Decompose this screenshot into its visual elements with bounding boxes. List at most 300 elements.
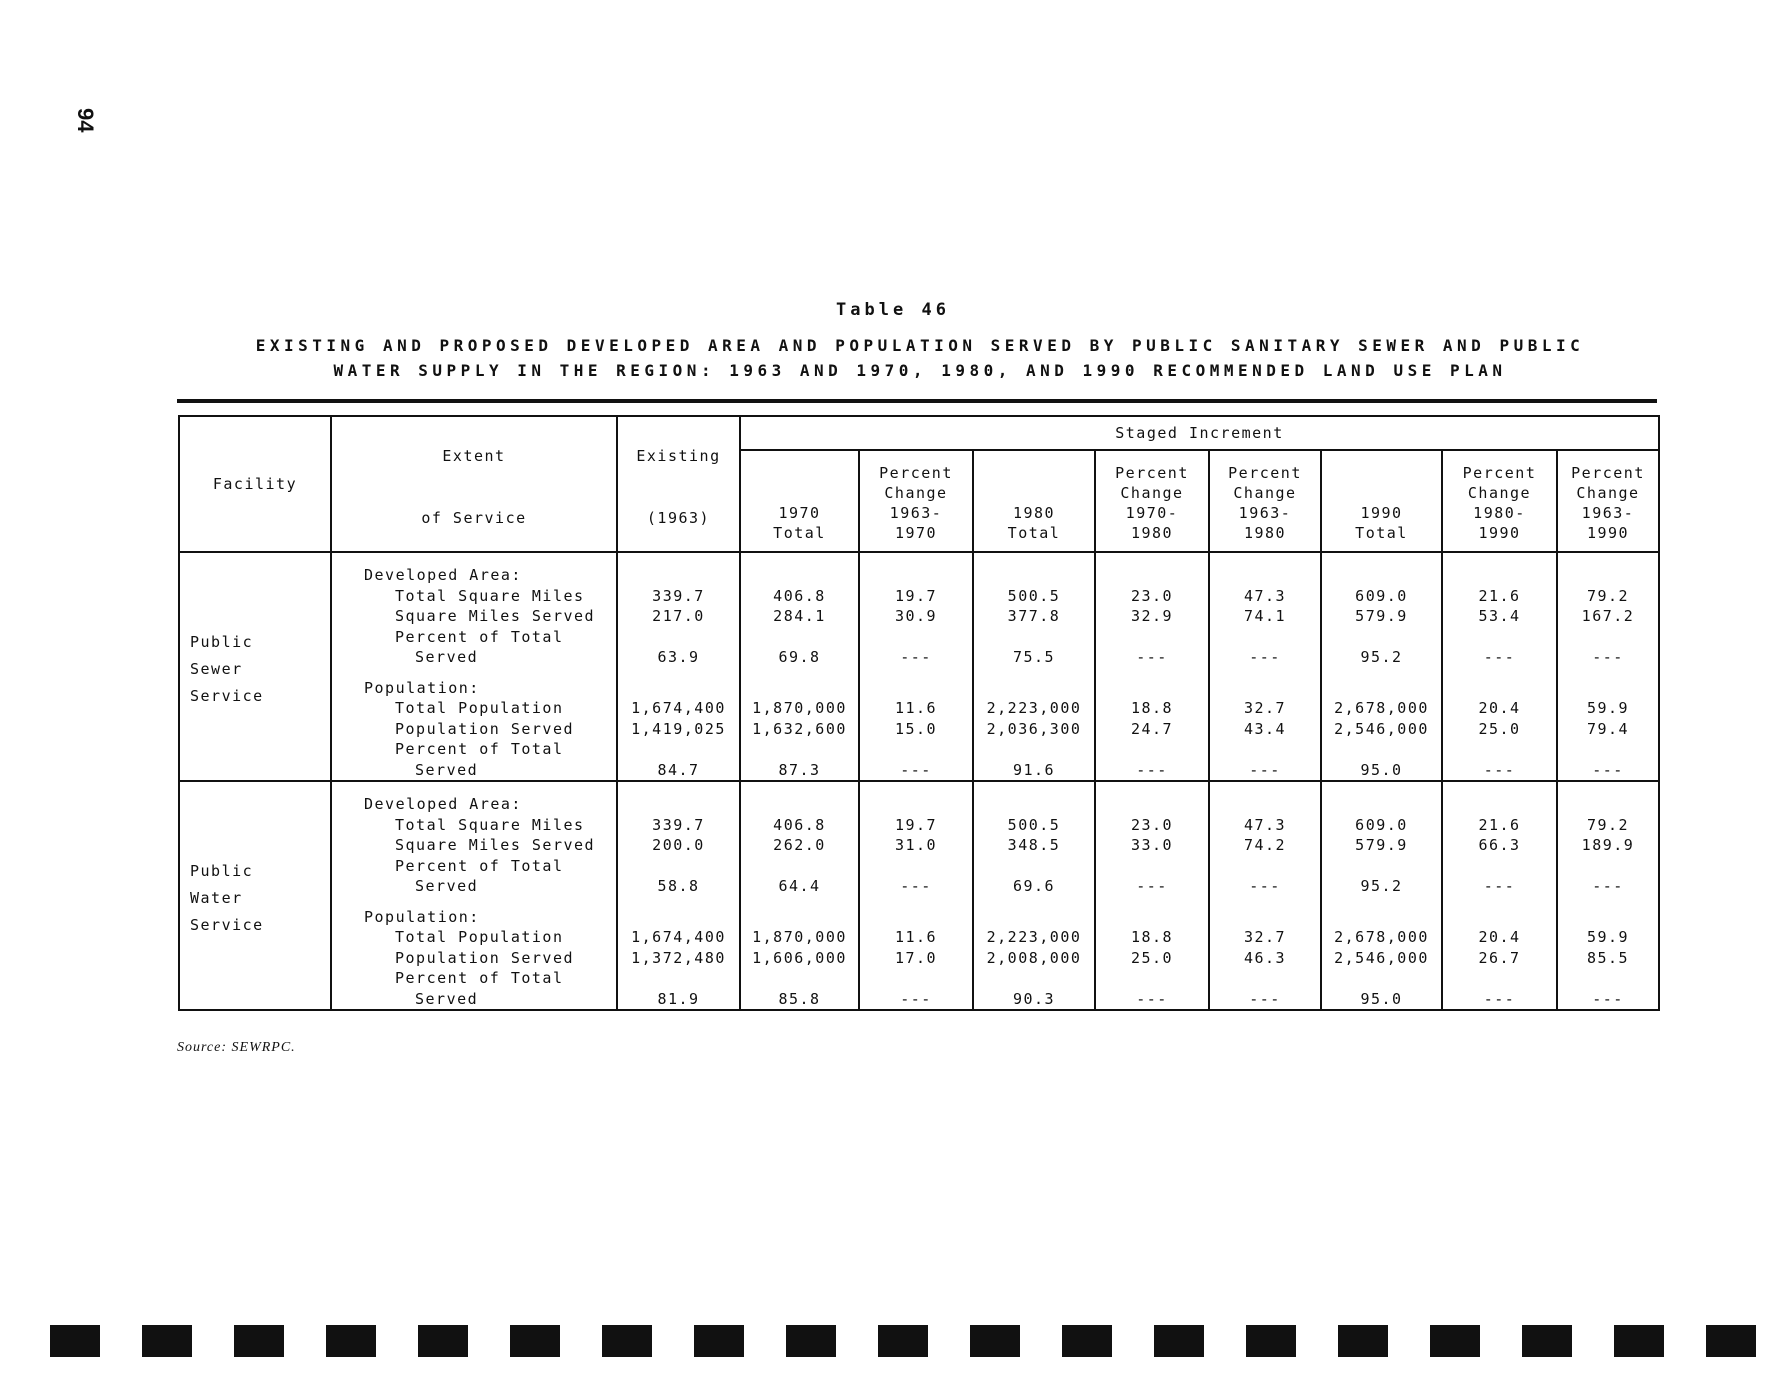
header-extent — [331, 416, 617, 552]
caption-line-1: EXISTING AND PROPOSED DEVELOPED AREA AND POPULATION SERVED BY PUBLIC SANITARY SEWER AND PUBLIC — [255, 336, 1585, 355]
value: 167.2 — [1581, 607, 1635, 625]
blank — [974, 856, 1094, 877]
facility-label: Water — [190, 889, 243, 907]
registration-mark — [50, 1325, 100, 1357]
value: 84.7 — [657, 760, 700, 779]
value: 85.5 — [1586, 948, 1630, 967]
blank — [618, 678, 739, 699]
registration-mark — [1614, 1325, 1664, 1357]
registration-mark — [418, 1325, 468, 1357]
blank — [1322, 627, 1441, 648]
registration-mark — [1430, 1325, 1480, 1357]
value: 91.6 — [1012, 760, 1056, 779]
blank — [1558, 627, 1658, 648]
blank — [1210, 907, 1320, 928]
service-label: Total Population — [395, 928, 564, 946]
blank — [618, 907, 739, 928]
service-label: Square Miles Served — [395, 836, 596, 854]
header-col-line: Change — [1576, 484, 1640, 502]
value: 1,372,480 — [631, 948, 726, 967]
value: 500.5 — [1007, 586, 1061, 605]
header-col-line: Total — [1355, 524, 1408, 542]
spacer — [1096, 897, 1208, 907]
blank — [1443, 907, 1556, 928]
value: 1,870,000 — [752, 699, 847, 717]
value: 95.2 — [1360, 648, 1403, 666]
value: 47.3 — [1243, 815, 1287, 834]
value-cell — [617, 781, 740, 1010]
blank — [741, 968, 858, 989]
title-rule — [177, 399, 1657, 403]
value: --- — [1249, 648, 1281, 666]
facility-label: Public — [190, 862, 254, 880]
value: 32.7 — [1243, 928, 1287, 946]
header-col-line: 1980 — [1012, 504, 1056, 522]
facility-cell — [179, 781, 331, 1010]
value: 23.0 — [1130, 815, 1174, 834]
service-label: Square Miles Served — [395, 607, 596, 625]
value: 59.9 — [1586, 699, 1630, 717]
spacer — [860, 668, 972, 678]
registration-mark — [1246, 1325, 1296, 1357]
header-col-line: Percent — [1115, 464, 1189, 482]
registration-mark — [1062, 1325, 1112, 1357]
registration-mark — [970, 1325, 1020, 1357]
value: 75.5 — [1012, 648, 1056, 666]
value: 58.8 — [657, 877, 700, 895]
spacer — [741, 668, 858, 678]
value: 11.6 — [894, 699, 938, 717]
header-col-line: Change — [1233, 484, 1297, 502]
value: 579.9 — [1355, 836, 1408, 854]
header-col-line: 1963- — [1238, 504, 1292, 522]
service-label: Population: — [364, 907, 480, 926]
blank — [860, 678, 972, 699]
value: 1,632,600 — [752, 719, 847, 738]
header-col-0 — [740, 450, 859, 552]
service-label: Percent of Total — [395, 969, 564, 987]
value: 406.8 — [773, 815, 826, 834]
value-cell — [1557, 781, 1659, 1010]
value: 2,546,000 — [1334, 948, 1429, 967]
value: 66.3 — [1478, 836, 1521, 854]
value: 609.0 — [1355, 815, 1408, 834]
value: 284.1 — [773, 607, 826, 625]
spacer — [1096, 668, 1208, 678]
value: 26.7 — [1478, 948, 1521, 967]
spacer — [364, 897, 616, 907]
header-col-line: 1970- — [1125, 504, 1179, 522]
blank — [741, 565, 858, 586]
value-cell — [740, 552, 859, 781]
header-col-1 — [859, 450, 973, 552]
value: --- — [1136, 989, 1168, 1008]
value: 79.2 — [1586, 586, 1630, 605]
spacer — [1322, 668, 1441, 678]
blank — [1443, 794, 1556, 815]
blank — [618, 856, 739, 877]
registration-mark — [510, 1325, 560, 1357]
value: 200.0 — [652, 836, 705, 854]
header-col-line: Change — [884, 484, 948, 502]
service-label: Total Square Miles — [395, 815, 585, 834]
blank — [860, 794, 972, 815]
header-existing-line2: (1963) — [646, 509, 711, 527]
blank — [974, 627, 1094, 648]
registration-mark — [1706, 1325, 1756, 1357]
header-existing-line1: Existing — [636, 447, 721, 465]
blank — [741, 627, 858, 648]
blank — [618, 627, 739, 648]
blank — [618, 565, 739, 586]
value: --- — [1249, 877, 1281, 895]
service-label: Total Square Miles — [395, 586, 585, 605]
value: 579.9 — [1355, 607, 1408, 625]
value: 69.6 — [1012, 877, 1056, 895]
value-cell — [1442, 781, 1557, 1010]
table-number: Table 46 — [836, 300, 950, 320]
value: 15.0 — [894, 719, 938, 738]
blank — [974, 565, 1094, 586]
value: --- — [1249, 760, 1281, 779]
value: 1,674,400 — [631, 928, 726, 946]
value: 87.3 — [778, 760, 821, 779]
header-col-line: 1963- — [1581, 504, 1635, 522]
value: 2,223,000 — [986, 928, 1082, 946]
value: 11.6 — [894, 928, 938, 946]
registration-mark — [1338, 1325, 1388, 1357]
blank — [1210, 794, 1320, 815]
value: 47.3 — [1243, 586, 1287, 605]
spacer — [1558, 668, 1658, 678]
header-col-line: Percent — [1228, 464, 1302, 482]
blank — [1558, 856, 1658, 877]
header-staged-increment: Staged Increment — [740, 416, 1659, 450]
blank — [974, 794, 1094, 815]
registration-mark — [694, 1325, 744, 1357]
value: 1,419,025 — [631, 719, 726, 738]
registration-mark — [1522, 1325, 1572, 1357]
value: 63.9 — [657, 648, 700, 666]
value: 33.0 — [1130, 836, 1174, 854]
blank — [1210, 678, 1320, 699]
value: 18.8 — [1130, 699, 1174, 717]
value: 74.2 — [1243, 836, 1287, 854]
blank — [741, 856, 858, 877]
value: 23.0 — [1130, 586, 1174, 605]
value: 90.3 — [1012, 989, 1056, 1008]
facility-label: Sewer — [190, 660, 243, 678]
blank — [1210, 627, 1320, 648]
service-label: Population Served — [395, 719, 575, 738]
value: 20.4 — [1478, 699, 1521, 717]
header-col-line: 1963- — [889, 504, 943, 522]
service-label: Percent of Total — [395, 740, 564, 758]
header-col-3 — [1095, 450, 1209, 552]
blank — [974, 907, 1094, 928]
blank — [1210, 968, 1320, 989]
value: 25.0 — [1130, 948, 1174, 967]
blank — [1096, 907, 1208, 928]
registration-mark — [142, 1325, 192, 1357]
value: 500.5 — [1007, 815, 1061, 834]
value: 189.9 — [1581, 836, 1635, 854]
spacer — [1558, 897, 1658, 907]
header-facility: Facility — [179, 416, 331, 552]
blank — [1443, 856, 1556, 877]
blank — [1096, 627, 1208, 648]
value: --- — [1592, 989, 1624, 1008]
header-col-line: 1970 — [894, 524, 938, 542]
spacer — [1443, 897, 1556, 907]
registration-mark — [234, 1325, 284, 1357]
blank — [1558, 565, 1658, 586]
value: 2,678,000 — [1334, 928, 1429, 946]
header-col-line: 1980 — [1243, 524, 1287, 542]
blank — [860, 856, 972, 877]
value: 69.8 — [778, 648, 821, 666]
registration-mark — [1154, 1325, 1204, 1357]
value: 59.9 — [1586, 928, 1630, 946]
facility-label: Service — [190, 687, 264, 705]
value: 79.2 — [1586, 815, 1630, 834]
blank — [860, 739, 972, 760]
blank — [1558, 907, 1658, 928]
blank — [860, 968, 972, 989]
value-cell — [1095, 781, 1209, 1010]
header-col-4 — [1209, 450, 1321, 552]
value: 32.7 — [1243, 699, 1287, 717]
header-col-line: Total — [773, 524, 826, 542]
spacer — [1210, 897, 1320, 907]
registration-mark — [878, 1325, 928, 1357]
service-label: Total Population — [395, 699, 564, 717]
facility-label: Public — [190, 633, 254, 651]
header-extent-line2: of Service — [421, 509, 527, 527]
facility-cell — [179, 552, 331, 781]
service-label: Population: — [364, 678, 480, 697]
blank — [741, 907, 858, 928]
blank — [1322, 794, 1441, 815]
header-extent-line1: Extent — [442, 447, 506, 465]
value: 1,674,400 — [631, 699, 726, 717]
spacer — [618, 668, 739, 678]
service-label: Population Served — [395, 948, 575, 967]
value: 2,546,000 — [1334, 719, 1429, 738]
value: 262.0 — [773, 836, 826, 854]
source-note: Source: SEWRPC. — [177, 1040, 296, 1055]
header-col-line: Percent — [1462, 464, 1537, 482]
caption-line-2: WATER SUPPLY IN THE REGION: 1963 AND 1970, 1980, AND 1990 RECOMMENDED LAND USE PLAN — [333, 361, 1507, 380]
service-label: Percent of Total — [395, 856, 564, 875]
value: 81.9 — [657, 989, 700, 1008]
value: 21.6 — [1478, 586, 1521, 605]
value: --- — [1136, 877, 1168, 895]
value: --- — [1136, 760, 1168, 779]
value: 609.0 — [1355, 586, 1408, 605]
value: 32.9 — [1130, 607, 1174, 625]
blank — [618, 739, 739, 760]
blank — [860, 907, 972, 928]
blank — [1210, 565, 1320, 586]
value: 217.0 — [652, 607, 705, 625]
blank — [974, 968, 1094, 989]
header-col-6 — [1442, 450, 1557, 552]
page-number: 94 — [73, 108, 98, 133]
header-col-7 — [1557, 450, 1659, 552]
registration-mark — [326, 1325, 376, 1357]
value: 20.4 — [1478, 928, 1521, 946]
value: 43.4 — [1243, 719, 1287, 738]
blank — [741, 678, 858, 699]
value: 18.8 — [1130, 928, 1174, 946]
blank — [1322, 968, 1441, 989]
service-label: Served — [415, 877, 479, 895]
value: 64.4 — [778, 877, 821, 895]
value-cell — [973, 552, 1095, 781]
blank — [1096, 739, 1208, 760]
service-label: Served — [415, 760, 479, 779]
section-row — [179, 781, 1659, 1010]
blank — [1210, 856, 1320, 877]
value-cell — [1209, 552, 1321, 781]
blank — [1443, 678, 1556, 699]
value: 74.1 — [1243, 607, 1287, 625]
header-col-line: 1980- — [1473, 504, 1526, 522]
value: 24.7 — [1130, 719, 1174, 738]
value: --- — [1136, 648, 1168, 666]
value-cell — [617, 552, 740, 781]
spacer — [860, 897, 972, 907]
value: 17.0 — [894, 948, 938, 967]
blank — [1322, 907, 1441, 928]
header-col-line: 1990 — [1586, 524, 1630, 542]
blank — [1558, 968, 1658, 989]
value: 2,678,000 — [1334, 699, 1429, 717]
service-label: Percent of Total — [395, 627, 564, 646]
blank — [1096, 678, 1208, 699]
blank — [741, 794, 858, 815]
value: --- — [1483, 648, 1516, 666]
header-col-2 — [973, 450, 1095, 552]
value-cell — [859, 552, 973, 781]
blank — [1096, 856, 1208, 877]
section-row — [179, 552, 1659, 781]
value: 25.0 — [1478, 719, 1521, 738]
service-label: Developed Area: — [364, 566, 522, 584]
table-body — [179, 552, 1659, 1010]
value-cell — [1095, 552, 1209, 781]
value: 19.7 — [894, 815, 938, 834]
blank — [1322, 739, 1441, 760]
extent-of-service-cell — [331, 781, 617, 1010]
value: 2,008,000 — [986, 948, 1082, 967]
blank — [1096, 565, 1208, 586]
value-cell — [1321, 781, 1442, 1010]
value: 95.2 — [1360, 877, 1403, 895]
blank — [1443, 968, 1556, 989]
blank — [1210, 739, 1320, 760]
blank — [974, 739, 1094, 760]
value-cell — [1209, 781, 1321, 1010]
header-col-5 — [1321, 450, 1442, 552]
spacer — [364, 668, 616, 678]
blank — [974, 678, 1094, 699]
blank — [741, 739, 858, 760]
registration-marks — [50, 1325, 1750, 1357]
value: 85.8 — [778, 989, 821, 1008]
service-label: Developed Area: — [364, 795, 522, 813]
registration-mark — [786, 1325, 836, 1357]
header-col-line: 1980 — [1130, 524, 1174, 542]
value-cell — [740, 781, 859, 1010]
value: 53.4 — [1478, 607, 1521, 625]
value: 46.3 — [1243, 948, 1287, 967]
value: 79.4 — [1586, 719, 1630, 738]
value: 377.8 — [1007, 607, 1061, 625]
header-col-line: Percent — [879, 464, 953, 482]
value: 2,223,000 — [986, 699, 1082, 717]
value: 406.8 — [773, 586, 826, 605]
value: 348.5 — [1007, 836, 1061, 854]
value-cell — [1557, 552, 1659, 781]
spacer — [974, 668, 1094, 678]
value: --- — [900, 877, 932, 895]
blank — [618, 794, 739, 815]
value: --- — [900, 648, 932, 666]
header-col-line: Change — [1120, 484, 1184, 502]
value: --- — [900, 989, 932, 1008]
value: 21.6 — [1478, 815, 1521, 834]
value-cell — [973, 781, 1095, 1010]
value: 339.7 — [652, 586, 705, 605]
blank — [1558, 739, 1658, 760]
value: --- — [1483, 877, 1516, 895]
blank — [618, 968, 739, 989]
blank — [1322, 678, 1441, 699]
value: --- — [1592, 877, 1624, 895]
value: 339.7 — [652, 815, 705, 834]
service-label: Served — [415, 648, 479, 666]
spacer — [1210, 668, 1320, 678]
blank — [1096, 968, 1208, 989]
extent-of-service-cell — [331, 552, 617, 781]
blank — [1443, 565, 1556, 586]
value: --- — [1592, 760, 1624, 779]
blank — [860, 627, 972, 648]
value: 1,870,000 — [752, 928, 847, 946]
blank — [1558, 678, 1658, 699]
value: --- — [1592, 648, 1624, 666]
blank — [1443, 739, 1556, 760]
value: 31.0 — [894, 836, 938, 854]
blank — [1443, 627, 1556, 648]
registration-mark — [602, 1325, 652, 1357]
value: --- — [1483, 989, 1516, 1008]
blank — [1096, 794, 1208, 815]
spacer — [1443, 668, 1556, 678]
value: 95.0 — [1360, 989, 1403, 1008]
value-cell — [1442, 552, 1557, 781]
value: --- — [900, 760, 932, 779]
value: 30.9 — [894, 607, 938, 625]
header-col-line: 1970 — [778, 504, 821, 522]
value: --- — [1483, 760, 1516, 779]
table-header — [179, 416, 1659, 552]
header-col-line: Total — [1007, 524, 1061, 542]
service-label: Served — [415, 989, 479, 1008]
blank — [1322, 856, 1441, 877]
